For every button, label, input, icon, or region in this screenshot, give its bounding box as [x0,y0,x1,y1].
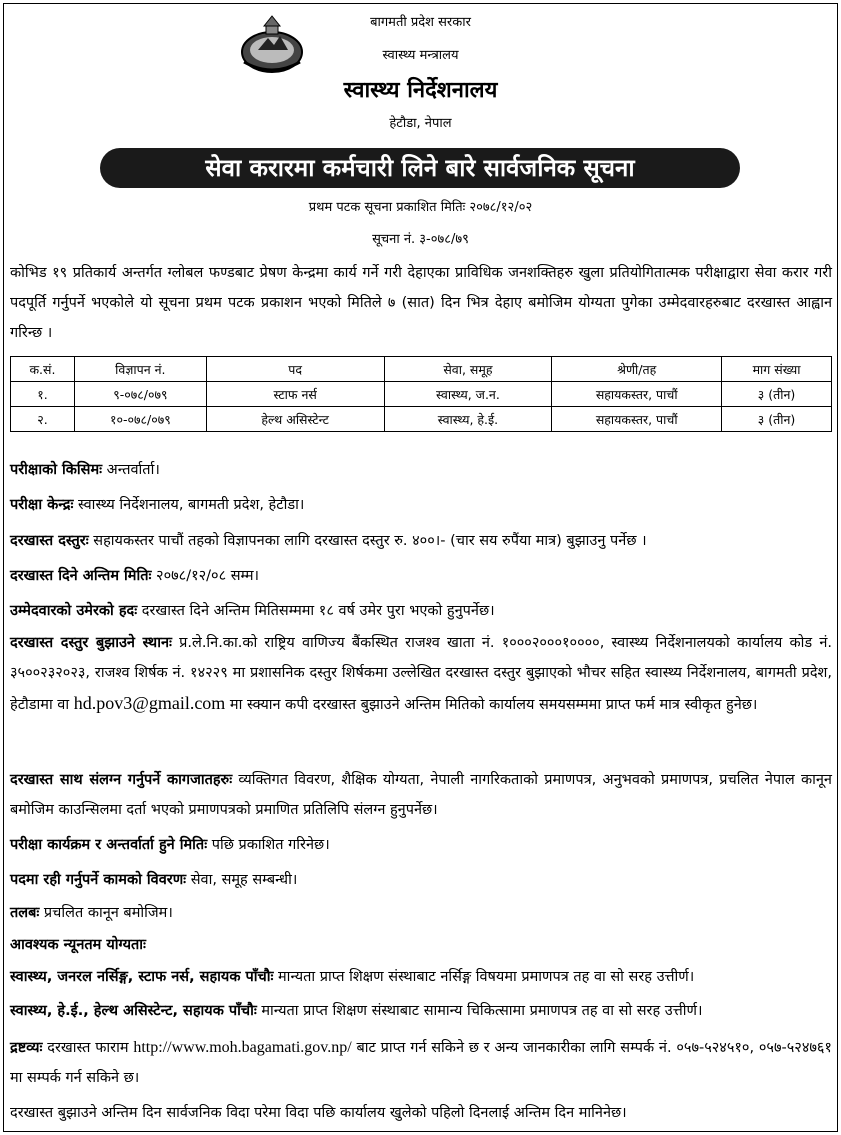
schedule-label: परीक्षा कार्यक्रम र अन्तर्वार्ता हुने मितिः [10,837,208,853]
application-fee [10,526,832,556]
schedule-value: पछि प्रकाशित गरिनेछ। [207,837,330,853]
qualification-staff-nurse [10,962,832,992]
job-duties [10,865,832,895]
salary [10,898,832,928]
age-label: उम्मेदवारको उमेरको हदः [10,603,138,619]
exam-center-label: परीक्षा केन्द्रः [10,497,74,513]
age-limit [10,596,832,626]
table-cell: ३ (तीन) [722,382,832,407]
documents-value: व्यक्तिगत विवरण, शैक्षिक योग्यता, नेपाली नागरिकताको प्रमाणपत्र, अनुभवको प्रमाणपत्र, प्रचलित नेपाल कानून बमोजिम काउन्सिलमा दर्ता भएको प्रमाणपत्रको प्रमाणित प्रतिलिपि संलग्न हुनुपर्नेछ। [10,772,832,818]
intro-paragraph: कोभिड १९ प्रतिकार्य अन्तर्गत ग्लोबल फण्डबाट प्रेषण केन्द्रमा कार्य गर्ने गरी देहाएका प्राविधिक जनशक्तिहरु खुला प्रतियोगितात्मक परीक्षाद्वारा सेवा करार गरी पदपूर्ति गर्नुपर्ने भएकोले यो सूचना प्रथम पटक प्रकाशन भएको मितिले ७ (सात) दिन भित्र देहाए बमोजिम योग्यता पुगेका उम्मेदवारहरुबाट दरखास्त आह्वान गरिन्छ । [10,265,832,341]
table-cell: १. [11,382,75,407]
table-cell: १०-०७८/०७९ [74,407,206,432]
salary-label: तलबः [10,905,40,921]
office-name: स्वास्थ्य निर्देशनालय [343,78,498,103]
exam-type [10,455,832,485]
table-header-row [11,357,832,382]
note-value-end: बाट प्राप्त गर्न सकिने छ र अन्य जानकारीका लागि सम्पर्क नं. ०५७-५२४५१०, ०५७-५२४७६१ मा सम्पर्क गर्न सकिने छ। [10,1040,832,1086]
exam-type-value: अन्तर्वार्ता। [102,462,160,478]
notice-number: सूचना नं. ३-०७८/७९ [372,232,469,247]
table-cell: हेल्थ असिस्टेन्ट [206,407,384,432]
fee-value: सहायकस्तर पाचौं तहको विज्ञापनका लागि दरखास्त दस्तुर रु. ४००।- (चार सय रुपैंया मात्र) बुझाउनु पर्नेछ । [88,533,647,549]
duties-label: पदमा रही गर्नुपर्ने कामको विवरणः [10,872,187,888]
payment-value-end: मा स्क्यान कपी दरखास्त बुझाउने अन्तिम मितिको कार्यालय समयसम्ममा प्राप्त फर्म मात्र स्वीकृत हुनेछ। [225,697,758,713]
col-service: सेवा, समूह [384,357,552,382]
deadline-value: २०७८/१२/०८ सम्म। [151,568,260,584]
table-cell: सहायकस्तर, पाचौं [552,407,722,432]
payment-label: दरखास्त दस्तुर बुझाउने स्थानः [10,635,172,651]
table-row [11,407,832,432]
table-cell: स्टाफ नर्स [206,382,384,407]
table-cell: २. [11,407,75,432]
publish-date: प्रथम पटक सूचना प्रकाशित मितिः २०७८/१२/०२ [308,200,533,215]
note-label: द्रष्टव्यः [10,1040,43,1056]
qualification-heading: आवश्यक न्यूनतम योग्यताः [10,937,146,953]
email-address: hd.pov3@gmail.com [73,693,226,713]
vacancy-table [10,356,832,432]
note [10,1033,832,1093]
exam-type-label: परीक्षाको किसिमः [10,462,103,478]
fee-label: दरखास्त दस्तुरः [10,533,89,549]
table-cell: सहायकस्तर, पाचौं [552,382,722,407]
age-value: दरखास्त दिने अन्तिम मितिसम्ममा १८ वर्ष उमेर पुरा भएको हुनुपर्नेछ। [137,603,495,619]
payment-location [10,628,832,720]
table-cell: ९-०७८/०७९ [74,382,206,407]
qual2-value: मान्यता प्राप्त शिक्षण संस्थाबाट सामान्य चिकित्सामा प्रमाणपत्र तह वा सो सरह उत्तीर्ण। [256,1003,703,1019]
government-name: बागमती प्रदेश सरकार [370,15,471,30]
table-cell: स्वास्थ्य, हे.ई. [384,407,552,432]
deadline-label: दरखास्त दिने अन्तिम मितिः [10,568,152,584]
duties-value: सेवा, समूह सम्बन्धी। [186,872,298,888]
col-post: पद [206,357,384,382]
col-ad-no: विज्ञापन नं. [74,357,206,382]
deadline [10,561,832,591]
required-documents [10,765,832,825]
office-address: हेटौडा, नेपाल [389,116,452,131]
salary-value: प्रचलित कानून बमोजिम। [39,905,173,921]
exam-center [10,490,832,520]
footer-note: दरखास्त बुझाउने अन्तिम दिन सार्वजनिक विदा परेमा विदा पछि कार्यालय खुलेको पहिलो दिनलाई अन्तिम दिन मानिनेछ। [10,1105,627,1121]
col-serial: क.सं. [11,357,75,382]
ministry-name: स्वास्थ्य मन्त्रालय [382,48,459,63]
documents-label: दरखास्त साथ संलग्न गर्नुपर्ने कागजातहरुः [10,772,233,788]
col-level: श्रेणी/तह [552,357,722,382]
note-value: दरखास्त फाराम [42,1040,134,1056]
qual2-label: स्वास्थ्य, हे.ई., हेल्थ असिस्टेन्ट, सहायक पाँचौः [10,1003,257,1019]
table-cell: स्वास्थ्य, ज.न. [384,382,552,407]
qualification-health-assistant [10,996,832,1026]
qual1-label: स्वास्थ्य, जनरल नर्सिङ्ग, स्टाफ नर्स, सहायक पाँचौः [10,969,274,985]
website-url: http://www.moh.bagamati.gov.np/ [133,1039,352,1056]
notice-title-banner: सेवा करारमा कर्मचारी लिने बारे सार्वजनिक सूचना [100,148,740,188]
table-cell: ३ (तीन) [722,407,832,432]
payment-value: प्र.ले.नि.का.को राष्ट्रिय वाणिज्य बैंकस्थित राजश्व खाता नं. १०००२०००१००००, स्वास्थ्य निर्देशनालयको कार्यालय कोड नं. ३५००२३२०२३, राजश्व शिर्षक नं. १४२२९ मा प्रशासनिक दस्तुर शिर्षकमा उल्लेखित दरखास्त दस्तुर बुझाएको भौचर सहित स्वास्थ्य निर्देशनालय, बागमती प्रदेश, हेटौडामा वा [10,635,833,713]
exam-schedule [10,830,832,860]
col-demand: माग संख्या [722,357,832,382]
qual1-value: मान्यता प्राप्त शिक्षण संस्थाबाट नर्सिङ्ग विषयमा प्रमाणपत्र तह वा सो सरह उत्तीर्ण। [273,969,695,985]
exam-center-value: स्वास्थ्य निर्देशनालय, बागमती प्रदेश, हेटौडा। [73,497,305,513]
table-row [11,382,832,407]
